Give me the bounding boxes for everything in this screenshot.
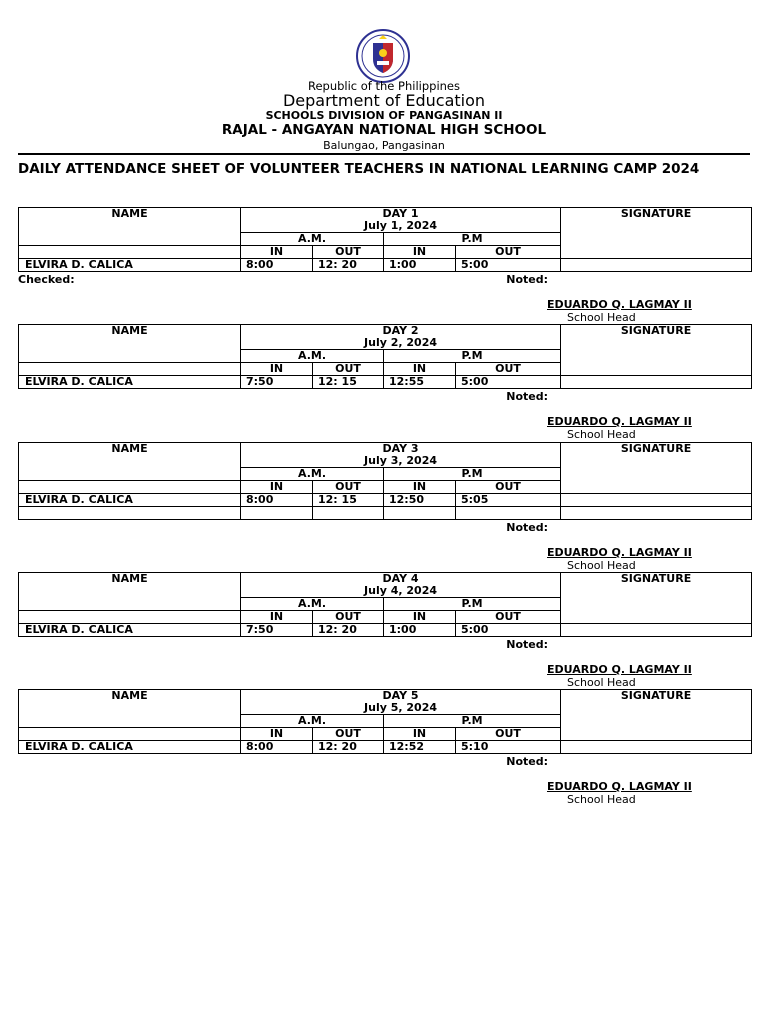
division-line: SCHOOLS DIVISION OF PANGASINAN II bbox=[265, 109, 503, 122]
am-in-header: IN bbox=[241, 611, 313, 624]
table-row bbox=[19, 741, 752, 754]
signatory-name: EDUARDO Q. LAGMAY II bbox=[547, 298, 692, 311]
pm-out-header: OUT bbox=[456, 363, 561, 376]
pm-in-time: 1:00 bbox=[384, 259, 456, 272]
am-in-header: IN bbox=[241, 363, 313, 376]
pm-out-header: OUT bbox=[456, 246, 561, 259]
pm-out-time: 5:05 bbox=[456, 494, 561, 507]
pm-out-header: OUT bbox=[456, 728, 561, 741]
am-in-header: IN bbox=[241, 481, 313, 494]
attendance-table bbox=[18, 442, 752, 520]
pm-in-header: IN bbox=[384, 363, 456, 376]
am-in-header: IN bbox=[241, 728, 313, 741]
signatory-name: EDUARDO Q. LAGMAY II bbox=[547, 780, 692, 793]
pm-in-time: 12:50 bbox=[384, 494, 456, 507]
signature-cell bbox=[561, 494, 752, 507]
table-row bbox=[19, 494, 752, 507]
signatory-title: School Head bbox=[567, 428, 636, 441]
attendance-block-day-1 bbox=[18, 207, 751, 324]
pm-in-header: IN bbox=[384, 611, 456, 624]
pm-in-header: IN bbox=[384, 728, 456, 741]
am-header: A.M. bbox=[241, 233, 384, 246]
am-out-header: OUT bbox=[313, 246, 384, 259]
attendance-table bbox=[18, 689, 752, 754]
pm-out-time: 5:10 bbox=[456, 741, 561, 754]
teacher-name: ELVIRA D. CALICA bbox=[19, 376, 241, 389]
day-date: July 1, 2024 bbox=[241, 220, 561, 233]
day-label: DAY 1 bbox=[241, 208, 561, 221]
table-row bbox=[19, 624, 752, 637]
am-header: A.M. bbox=[241, 598, 384, 611]
table-row bbox=[19, 259, 752, 272]
header-divider bbox=[18, 153, 750, 155]
signature-header: SIGNATURE bbox=[561, 443, 752, 494]
attendance-table bbox=[18, 207, 752, 272]
signature-cell bbox=[561, 624, 752, 637]
signatory-name: EDUARDO Q. LAGMAY II bbox=[547, 546, 692, 559]
pm-out-header: OUT bbox=[456, 481, 561, 494]
am-header: A.M. bbox=[241, 468, 384, 481]
name-header: NAME bbox=[19, 325, 241, 363]
am-out-time: 12: 20 bbox=[313, 259, 384, 272]
am-in-time: 7:50 bbox=[241, 376, 313, 389]
am-in-time: 7:50 bbox=[241, 624, 313, 637]
attendance-block-day-4 bbox=[18, 572, 751, 689]
school-name: RAJAL - ANGAYAN NATIONAL HIGH SCHOOL bbox=[221, 122, 547, 138]
am-out-header: OUT bbox=[313, 481, 384, 494]
pm-in-time: 12:52 bbox=[384, 741, 456, 754]
attendance-table bbox=[18, 324, 752, 389]
noted-label: Noted: bbox=[506, 755, 548, 768]
am-out-time: 12: 20 bbox=[313, 741, 384, 754]
am-in-header: IN bbox=[241, 246, 313, 259]
signatory-title: School Head bbox=[567, 559, 636, 572]
pm-header: P.M bbox=[384, 715, 561, 728]
am-header: A.M. bbox=[241, 350, 384, 363]
day-date: July 4, 2024 bbox=[241, 585, 561, 598]
pm-in-time: 1:00 bbox=[384, 624, 456, 637]
am-out-time: 12: 15 bbox=[313, 494, 384, 507]
name-header: NAME bbox=[19, 208, 241, 246]
pm-header: P.M bbox=[384, 233, 561, 246]
signature-header: SIGNATURE bbox=[561, 573, 752, 624]
teacher-name: ELVIRA D. CALICA bbox=[19, 494, 241, 507]
pm-header: P.M bbox=[384, 598, 561, 611]
teacher-name: ELVIRA D. CALICA bbox=[19, 259, 241, 272]
day-label: DAY 3 bbox=[241, 443, 561, 456]
day-date: July 5, 2024 bbox=[241, 702, 561, 715]
teacher-name: ELVIRA D. CALICA bbox=[19, 741, 241, 754]
attendance-block-day-3 bbox=[18, 442, 751, 572]
pm-header: P.M bbox=[384, 468, 561, 481]
day-date: July 3, 2024 bbox=[241, 455, 561, 468]
noted-label: Noted: bbox=[506, 390, 548, 403]
am-in-time: 8:00 bbox=[241, 259, 313, 272]
am-out-header: OUT bbox=[313, 363, 384, 376]
school-location: Balungao, Pangasinan bbox=[323, 139, 445, 152]
signature-header: SIGNATURE bbox=[561, 208, 752, 259]
signature-cell bbox=[561, 376, 752, 389]
pm-in-header: IN bbox=[384, 481, 456, 494]
signature-cell bbox=[561, 741, 752, 754]
signatory-title: School Head bbox=[567, 793, 636, 806]
document-title: DAILY ATTENDANCE SHEET OF VOLUNTEER TEACHERS IN NATIONAL LEARNING CAMP 2024 bbox=[18, 161, 700, 177]
attendance-table bbox=[18, 572, 752, 637]
am-out-header: OUT bbox=[313, 728, 384, 741]
am-out-header: OUT bbox=[313, 611, 384, 624]
am-out-time: 12: 20 bbox=[313, 624, 384, 637]
signatory-name: EDUARDO Q. LAGMAY II bbox=[547, 415, 692, 428]
name-header: NAME bbox=[19, 443, 241, 481]
signatory-title: School Head bbox=[567, 676, 636, 689]
pm-in-header: IN bbox=[384, 246, 456, 259]
republic-line: Republic of the Philippines bbox=[307, 79, 461, 93]
checked-label: Checked: bbox=[18, 273, 75, 286]
day-label: DAY 4 bbox=[241, 573, 561, 586]
name-header: NAME bbox=[19, 690, 241, 728]
name-header: NAME bbox=[19, 573, 241, 611]
signatory-title: School Head bbox=[567, 311, 636, 324]
pm-out-time: 5:00 bbox=[456, 624, 561, 637]
am-out-time: 12: 15 bbox=[313, 376, 384, 389]
pm-header: P.M bbox=[384, 350, 561, 363]
pm-out-time: 5:00 bbox=[456, 376, 561, 389]
attendance-block-day-5 bbox=[18, 689, 751, 806]
am-in-time: 8:00 bbox=[241, 741, 313, 754]
pm-out-header: OUT bbox=[456, 611, 561, 624]
signature-header: SIGNATURE bbox=[561, 690, 752, 741]
signature-header: SIGNATURE bbox=[561, 325, 752, 376]
noted-label: Noted: bbox=[506, 638, 548, 651]
noted-label: Noted: bbox=[506, 273, 548, 286]
table-row bbox=[19, 376, 752, 389]
am-header: A.M. bbox=[241, 715, 384, 728]
deped-seal-logo bbox=[353, 29, 413, 83]
table-row bbox=[19, 507, 752, 520]
teacher-name: ELVIRA D. CALICA bbox=[19, 624, 241, 637]
am-in-time: 8:00 bbox=[241, 494, 313, 507]
day-date: July 2, 2024 bbox=[241, 337, 561, 350]
noted-label: Noted: bbox=[506, 521, 548, 534]
signature-cell bbox=[561, 259, 752, 272]
pm-in-time: 12:55 bbox=[384, 376, 456, 389]
attendance-block-day-2 bbox=[18, 324, 751, 441]
signatory-name: EDUARDO Q. LAGMAY II bbox=[547, 663, 692, 676]
department-line: Department of Education bbox=[282, 91, 486, 110]
day-label: DAY 2 bbox=[241, 325, 561, 338]
pm-out-time: 5:00 bbox=[456, 259, 561, 272]
day-label: DAY 5 bbox=[241, 690, 561, 703]
